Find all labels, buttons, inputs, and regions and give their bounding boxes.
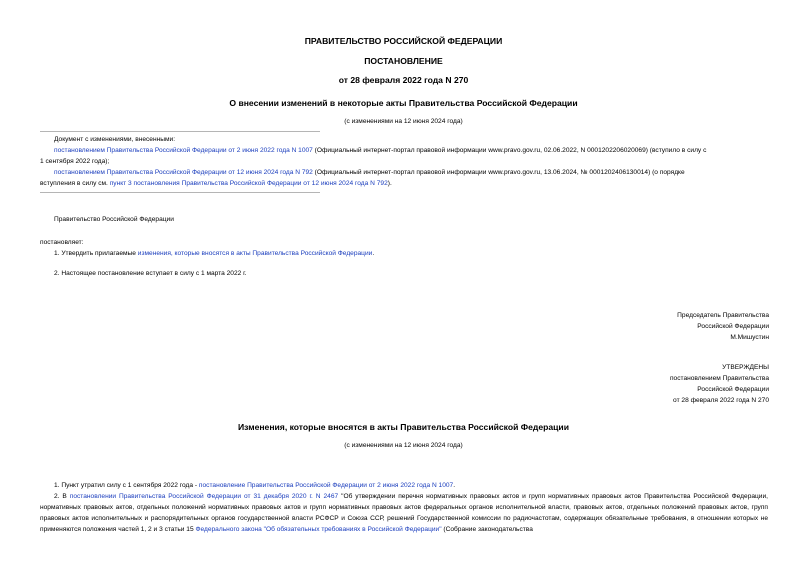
amendment-792-point3-link[interactable]: пункт 3 постановления Правительства Российской Федерации от 12 июня 2024 года N 792 [109, 180, 388, 187]
revision-note: (с изменениями на 12 июня 2024 года) [344, 118, 463, 125]
amendment-792-prefix: вступления в силу см. [40, 180, 110, 187]
annex-item-1-suffix: . [453, 482, 456, 489]
amendment-item-1 [54, 145, 706, 156]
doc-type-heading: ПОСТАНОВЛЕНИЕ [364, 56, 443, 66]
top-divider [40, 131, 320, 132]
approval-heading: УТВЕРЖДЕНЫ [722, 364, 769, 371]
amendment-text-1007: (Официальный интернет-портал правовой информации www.pravo.gov.ru, 02.06.2022, N 0001202206020069) (вступило в силу с [312, 147, 707, 154]
doc-title: О внесении изменений в некоторые акты Правительства Российской Федерации [229, 98, 578, 108]
approval-date: от 28 февраля 2022 года N 270 [673, 397, 769, 404]
changes-link[interactable]: изменения, которые вносятся в акты Правительства Российской Федерации [137, 250, 373, 257]
annex-item-2-law-link[interactable]: Федерального закона "Об обязательных требованиях в Российской Федерации" [195, 526, 442, 533]
amendment-text-792: (Официальный интернет-портал правовой информации www.pravo.gov.ru, 13.06.2024, № 0001202406130014) (о порядке [312, 169, 685, 176]
amendment-link-792[interactable]: постановлением Правительства Российской Федерации от 12 июня 2024 года N 792 [54, 169, 313, 176]
bottom-divider [40, 192, 320, 193]
signature-country: Российской Федерации [697, 323, 769, 330]
amendment-item-1-cont: 1 сентября 2022 года); [40, 158, 110, 165]
amendment-item-2 [54, 167, 685, 178]
annex-item-1-prefix: 1. Пункт утратил силу с 1 сентября 2022 года - [54, 482, 199, 489]
amendment-792-suffix: ). [387, 180, 392, 187]
approval-line-2: постановлением Правительства [669, 375, 769, 382]
annex-item-1-link[interactable]: постановление Правительства Российской Федерации от 2 июня 2022 года N 1007 [198, 482, 454, 489]
government-heading: ПРАВИТЕЛЬСТВО РОССИЙСКОЙ ФЕДЕРАЦИИ [304, 36, 503, 46]
government-line: Правительство Российской Федерации [54, 216, 174, 223]
annex-item-2-text: "Об утверждении перечня нормативных правовых актов и групп нормативных правовых актов Правительства Российской Федерации, нормативных правовых актов, отдельных положений нормативных правовых актов и групп нормативных правовых актов федеральных органов исполнительной власти, правовых актов, отдельных положений правовых актов, групп правовых актов исполнительных и распорядительных органов государственной власти РСФСР и Союза ССР, решений Государственной комиссии по радиочастотам, содержащих обязательные требования, в отношении которых не применяются положения частей 1, 2 и 3 статьи 15 [40, 493, 769, 533]
annex-item-2-prefix: 2. В [54, 493, 70, 500]
annex-revision-note: (с изменениями на 12 июня 2024 года) [344, 442, 463, 449]
annex-title: Изменения, которые вносятся в акты Правительства Российской Федерации [237, 422, 569, 432]
decrees-line: постановляет: [40, 239, 84, 246]
annex-item-2 [40, 491, 768, 535]
doc-date: от 28 февраля 2022 года N 270 [338, 75, 469, 85]
paragraph-1 [54, 248, 374, 259]
paragraph-1-prefix: 1. Утвердить прилагаемые [54, 250, 138, 257]
signature-position: Председатель Правительства [677, 312, 769, 319]
approval-line-3: Российской Федерации [697, 386, 769, 393]
annex-item-2-tail: (Собрание законодательства [441, 526, 533, 533]
amendment-link-1007[interactable]: постановлением Правительства Российской Федерации от 2 июня 2022 года N 1007 [54, 147, 313, 154]
annex-item-2-link-2467[interactable]: постановлении Правительства Российской Федерации от 31 декабря 2020 г. N 2467 [69, 493, 339, 500]
paragraph-1-suffix: . [372, 250, 375, 257]
annex-item-1 [54, 480, 455, 491]
signature-name: М.Мишустин [730, 334, 769, 341]
amendment-item-2-cont [40, 178, 392, 189]
paragraph-2: 2. Настоящее постановление вступает в силу с 1 марта 2022 г. [54, 270, 247, 277]
amendments-intro: Документ с изменениями, внесенными: [54, 136, 176, 143]
